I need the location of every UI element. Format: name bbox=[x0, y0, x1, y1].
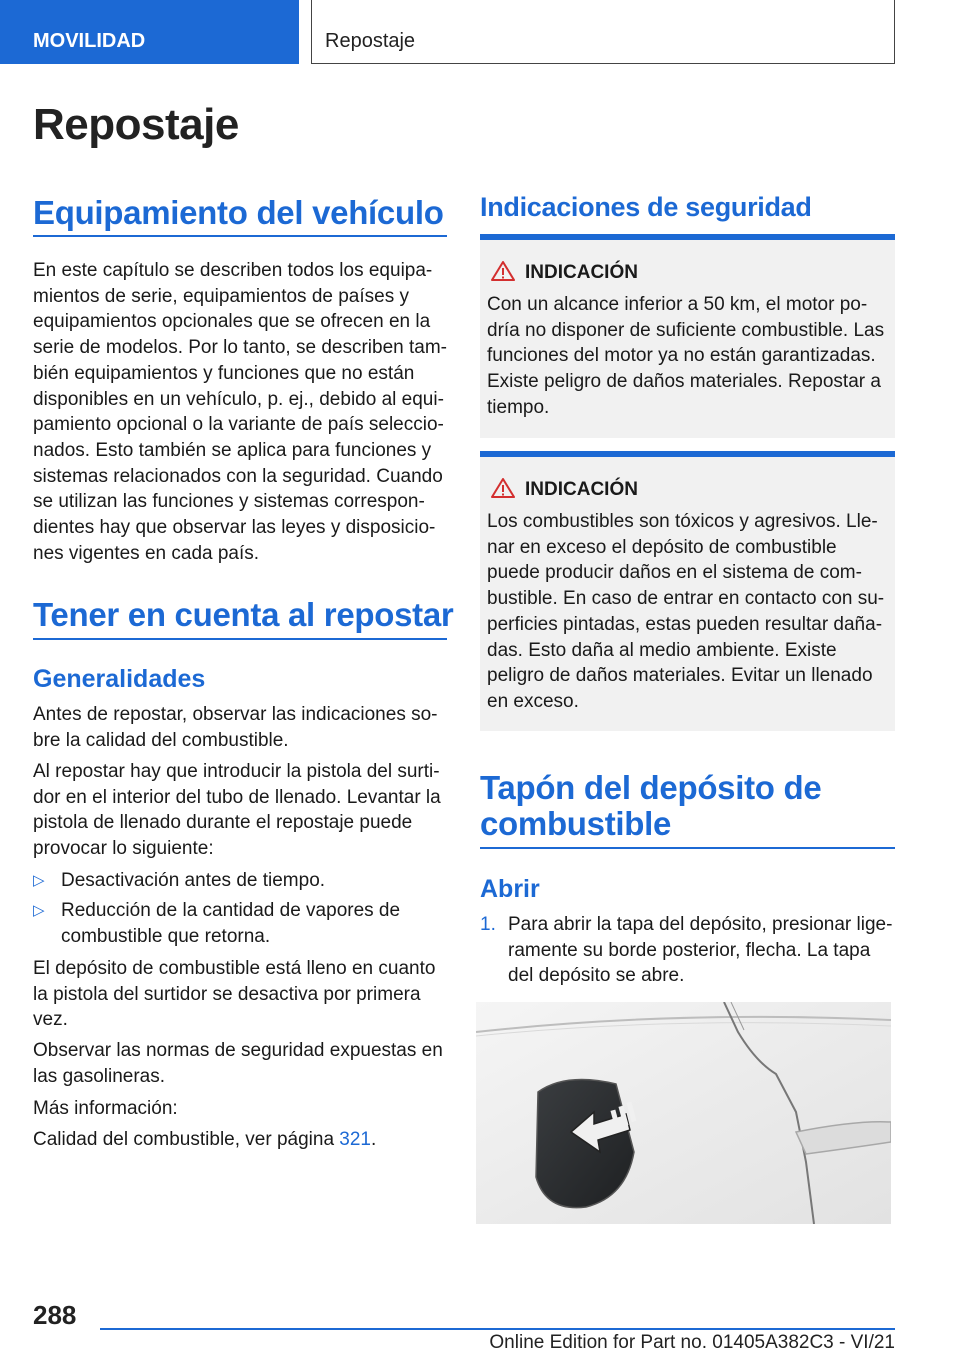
warning-box bbox=[480, 234, 895, 438]
list-item: ▷ Desactivación antes de tiempo. bbox=[33, 868, 453, 894]
page-link[interactable]: 321 bbox=[339, 1129, 371, 1150]
safety-heading: Indicaciones de seguridad bbox=[480, 192, 812, 222]
page-title: Repostaje bbox=[33, 100, 239, 149]
footer-rule bbox=[100, 1328, 895, 1330]
page-reference: Calidad del combustible, ver página 321. bbox=[33, 1129, 377, 1150]
fuel-cap-image bbox=[476, 1002, 891, 1224]
step-item: 1. Para abrir la tapa del depósito, presionar lige- ramente su borde posterior, flecha. La tapa del depósito se abre. bbox=[480, 914, 893, 987]
general-paragraph-3: El depósito de combustible está lleno en cuanto la pistola del surtidor se desactiva por primera vez. bbox=[33, 958, 436, 1031]
equipment-paragraph: En este capítulo se describen todos los equipa- mientos de serie, equipamientos de países y equipamientos opcionales que se ofrecen en la serie de modelos. Por lo tanto, se describen tam- bién equipamientos y funciones que no están disponibles en un vehículo, p. ej., debido al equi- pamiento opcional o la variante de país seleccio- nados. Esto también se aplica para funciones y sistemas relacionados con la seguridad. Cuando se utilizan las funciones y sistemas correspon- dientes hay que observar las leyes y disposicio- nes vigentes en cada país. bbox=[33, 260, 447, 564]
warning-text: Los combustibles son tóxicos y agresivos. Lle- nar en exceso el depósito de combustible puede producir daños en el sistema de com- bustible. En caso de entrar en contacto con su- perficies pintadas, estas pueden resultar daña- das. Esto daña al medio ambiente. Existe peligro de daños materiales. Evitar un llenado en exceso. bbox=[487, 511, 885, 712]
open-heading: Abrir bbox=[480, 875, 540, 903]
warning-label: INDICACIÓN bbox=[525, 479, 638, 500]
page-number: 288 bbox=[33, 1300, 77, 1330]
warning-text: Con un alcance inferior a 50 km, el motor po- dría no disponer de suficiente combustible. Las funciones del motor ya no están garantizadas. Existe peligro de daños materiales. Repostar a tiempo. bbox=[487, 294, 885, 418]
warning-label: INDICACIÓN bbox=[525, 262, 638, 283]
refuel-heading: Tener en cuenta al repostar bbox=[33, 596, 454, 633]
edition-footer: Online Edition for Part no. 01405A382C3 - VI/21 bbox=[489, 1332, 895, 1353]
heading-rule bbox=[480, 847, 895, 849]
general-heading: Generalidades bbox=[33, 665, 206, 693]
general-paragraph-4: Observar las normas de seguridad expuestas en las gasolineras. bbox=[33, 1040, 443, 1087]
warning-box bbox=[480, 451, 895, 731]
triangle-right-icon: ▷ bbox=[33, 902, 45, 919]
equipment-heading: Equipamiento del vehículo bbox=[33, 194, 444, 231]
warning-triangle-icon bbox=[490, 477, 516, 499]
heading-rule bbox=[33, 235, 447, 237]
general-paragraph-1: Antes de repostar, observar las indicaciones so- bre la calidad del combustible. bbox=[33, 704, 438, 751]
heading-rule bbox=[33, 638, 447, 640]
chapter-title: Repostaje bbox=[311, 0, 895, 64]
general-paragraph-2: Al repostar hay que introducir la pistola del surti- dor en el interior del tubo de llenado. Levantar la pistola de llenado durante el repostaje puede provocar lo siguiente: bbox=[33, 761, 441, 860]
more-info-label: Más información: bbox=[33, 1098, 178, 1119]
step-number: 1. bbox=[480, 914, 496, 935]
list-item: ▷ Reducción de la cantidad de vapores de combustible que retorna. bbox=[33, 900, 401, 947]
section-tab: MOVILIDAD bbox=[0, 0, 299, 64]
triangle-right-icon: ▷ bbox=[33, 872, 45, 889]
warning-triangle-icon bbox=[490, 260, 516, 282]
fuel-cap-heading: Tapón del depósito de combustible bbox=[480, 769, 822, 842]
